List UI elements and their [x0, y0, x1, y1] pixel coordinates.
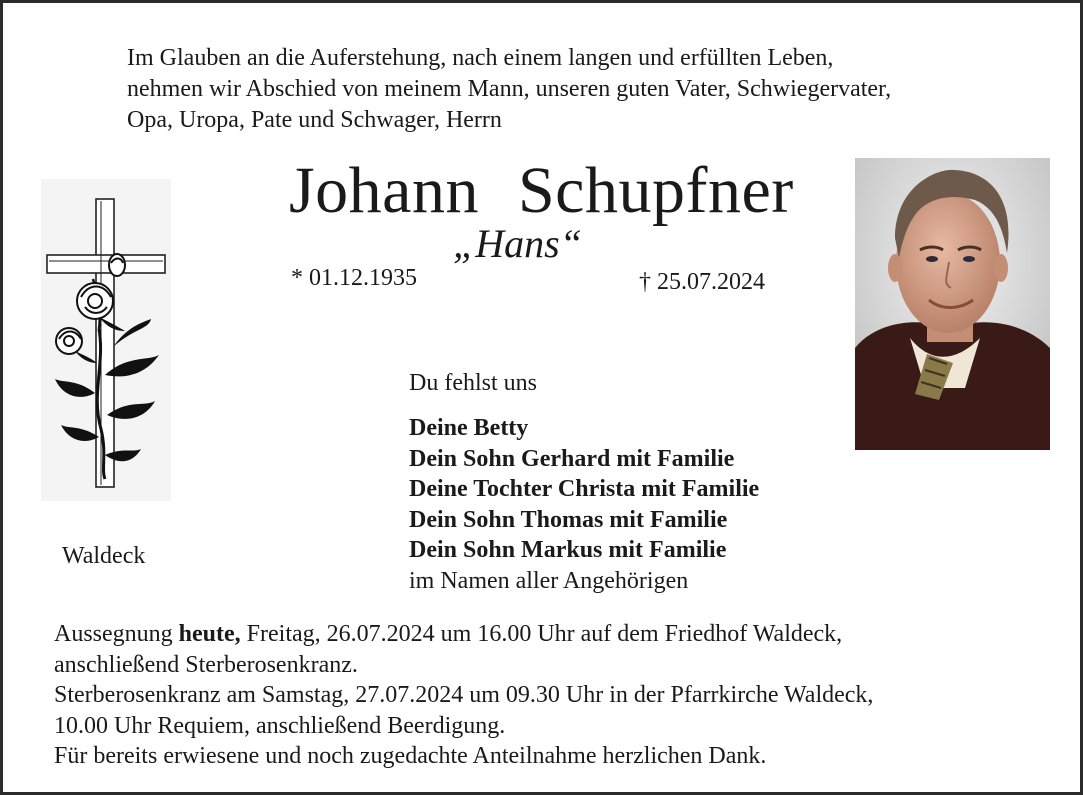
service-line-3: Sterberosenkranz am Samstag, 27.07.2024 um 09.30 Uhr in der Pfarrkirche Waldeck, [54, 682, 874, 708]
death-date: † 25.07.2024 [639, 269, 765, 295]
service-today: heute, [178, 621, 241, 647]
intro-text [127, 43, 1027, 136]
service-line-1-prefix: Aussegnung [54, 621, 179, 647]
service-details [54, 619, 873, 772]
deceased-name: Johann Schupfner [289, 154, 794, 227]
service-line-1-rest: Freitag, 26.07.2024 um 16.00 Uhr auf dem Friedhof Waldeck, [240, 621, 843, 647]
birth-date: * 01.12.1935 [291, 265, 417, 291]
family-list [409, 413, 759, 596]
intro-line-1: Im Glauben an die Auferstehung, nach einem langen und erfüllten Leben, [127, 45, 834, 71]
service-line-4: 10.00 Uhr Requiem, anschließend Beerdigung. [54, 712, 506, 739]
place-name: Waldeck [62, 543, 146, 569]
service-line-5: Für bereits erwiesene und noch zugedachte Anteilnahme herzlichen Dank. [54, 743, 767, 769]
service-line-2: anschließend Sterberosenkranz. [54, 651, 358, 678]
family-member: Dein Sohn Thomas mit Familie [409, 506, 728, 533]
deceased-nickname: „Hans“ [453, 221, 582, 266]
cross-with-roses-icon [41, 179, 171, 501]
family-member: Dein Sohn Gerhard mit Familie [409, 445, 735, 472]
service-line-1 [54, 619, 873, 650]
portrait-photo [855, 158, 1050, 450]
family-member: Deine Betty [409, 415, 529, 441]
intro-line-3: Opa, Uropa, Pate und Schwager, Herrn [127, 107, 502, 133]
family-member: Deine Tochter Christa mit Familie [409, 476, 760, 502]
missing-you-text: Du fehlst uns [409, 370, 537, 396]
family-member: Dein Sohn Markus mit Familie [409, 537, 727, 563]
intro-line-2: nehmen wir Abschied von meinem Mann, unseren guten Vater, Schwiegervater, [127, 76, 892, 102]
family-closing: im Namen aller Angehörigen [409, 567, 689, 594]
